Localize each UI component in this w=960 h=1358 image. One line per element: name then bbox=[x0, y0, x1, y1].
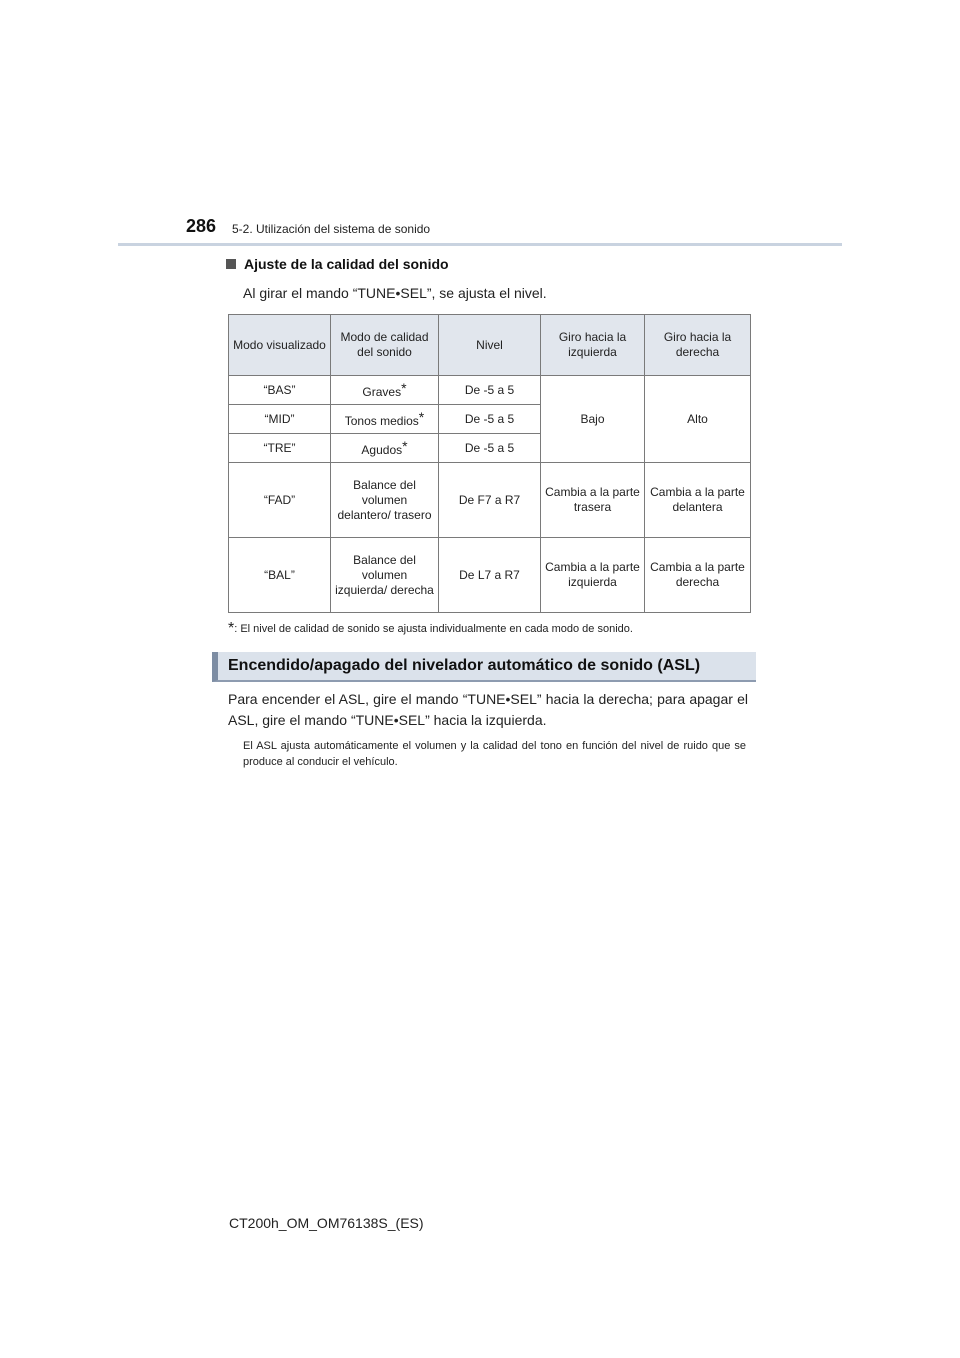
table-row bbox=[229, 538, 751, 613]
quality-label: Agudos bbox=[361, 442, 403, 457]
note-paragraph: El ASL ajusta automáticamente el volumen y la calidad del tono en función del nivel de ruido que se produce al conducir el vehículo. bbox=[243, 740, 746, 768]
body-paragraph: Para encender el ASL, gire el mando “TUNE•SEL” hacia la derecha; para apagar el ASL, gire el mando “TUNE•SEL” hacia la izquierda. bbox=[228, 691, 748, 728]
mode-cell: “TRE” bbox=[229, 434, 331, 463]
table-row bbox=[229, 463, 751, 538]
mode-cell: “BAL” bbox=[229, 538, 331, 613]
mode-cell: “BAS” bbox=[229, 376, 331, 405]
page-number: 286 bbox=[186, 216, 217, 236]
subsection-intro: Al girar el mando “TUNE•SEL”, se ajusta el nivel. bbox=[243, 285, 547, 301]
quality-label: Tonos medios bbox=[344, 413, 419, 428]
subsection-heading bbox=[226, 256, 449, 272]
sound-quality-table bbox=[228, 314, 751, 613]
column-header: Modo visualizado bbox=[229, 315, 331, 376]
level-cell: De -5 a 5 bbox=[439, 434, 541, 463]
document-code: CT200h_OM_OM76138S_(ES) bbox=[229, 1215, 424, 1231]
column-header: Giro hacia la derecha bbox=[645, 315, 751, 376]
table-row bbox=[229, 376, 751, 405]
asterisk-marker: * bbox=[402, 437, 408, 454]
column-header: Giro hacia la izquierda bbox=[541, 315, 645, 376]
footnote bbox=[228, 620, 633, 638]
quality-cell: Balance del volumen izquierda/ derecha bbox=[331, 538, 439, 613]
mode-cell: “FAD” bbox=[229, 463, 331, 538]
asterisk-marker: * bbox=[228, 620, 235, 637]
right-turn-cell: Alto bbox=[645, 376, 751, 463]
level-cell: De L7 a R7 bbox=[439, 538, 541, 613]
right-turn-cell: Cambia a la parte delantera bbox=[645, 463, 751, 538]
section-banner bbox=[212, 652, 756, 682]
table-header-row bbox=[229, 315, 751, 376]
level-cell: De F7 a R7 bbox=[439, 463, 541, 538]
level-cell: De -5 a 5 bbox=[439, 376, 541, 405]
quality-cell bbox=[331, 405, 439, 434]
left-turn-cell: Cambia a la parte trasera bbox=[541, 463, 645, 538]
quality-cell: Balance del volumen delantero/ trasero bbox=[331, 463, 439, 538]
square-bullet-icon bbox=[226, 259, 236, 269]
asterisk-marker: * bbox=[418, 408, 425, 425]
header-divider bbox=[118, 243, 842, 246]
level-cell: De -5 a 5 bbox=[439, 405, 541, 434]
section-title: 5-2. Utilización del sistema de sonido bbox=[232, 222, 431, 236]
left-turn-cell: Bajo bbox=[541, 376, 645, 463]
quality-cell bbox=[331, 434, 439, 463]
footnote-text: : El nivel de calidad de sonido se ajusta individualmente en cada modo de sonido. bbox=[234, 623, 633, 635]
column-header: Modo de calidad del sonido bbox=[331, 315, 439, 376]
right-turn-cell: Cambia a la parte derecha bbox=[645, 538, 751, 613]
left-turn-cell: Cambia a la parte izquierda bbox=[541, 538, 645, 613]
quality-cell bbox=[331, 376, 439, 405]
quality-label: Graves bbox=[362, 384, 402, 399]
asterisk-marker: * bbox=[401, 379, 407, 396]
column-header: Nivel bbox=[439, 315, 541, 376]
mode-cell: “MID” bbox=[229, 405, 331, 434]
subsection-title: Ajuste de la calidad del sonido bbox=[244, 256, 449, 272]
banner-title: Encendido/apagado del nivelador automático de sonido (ASL) bbox=[228, 657, 701, 674]
